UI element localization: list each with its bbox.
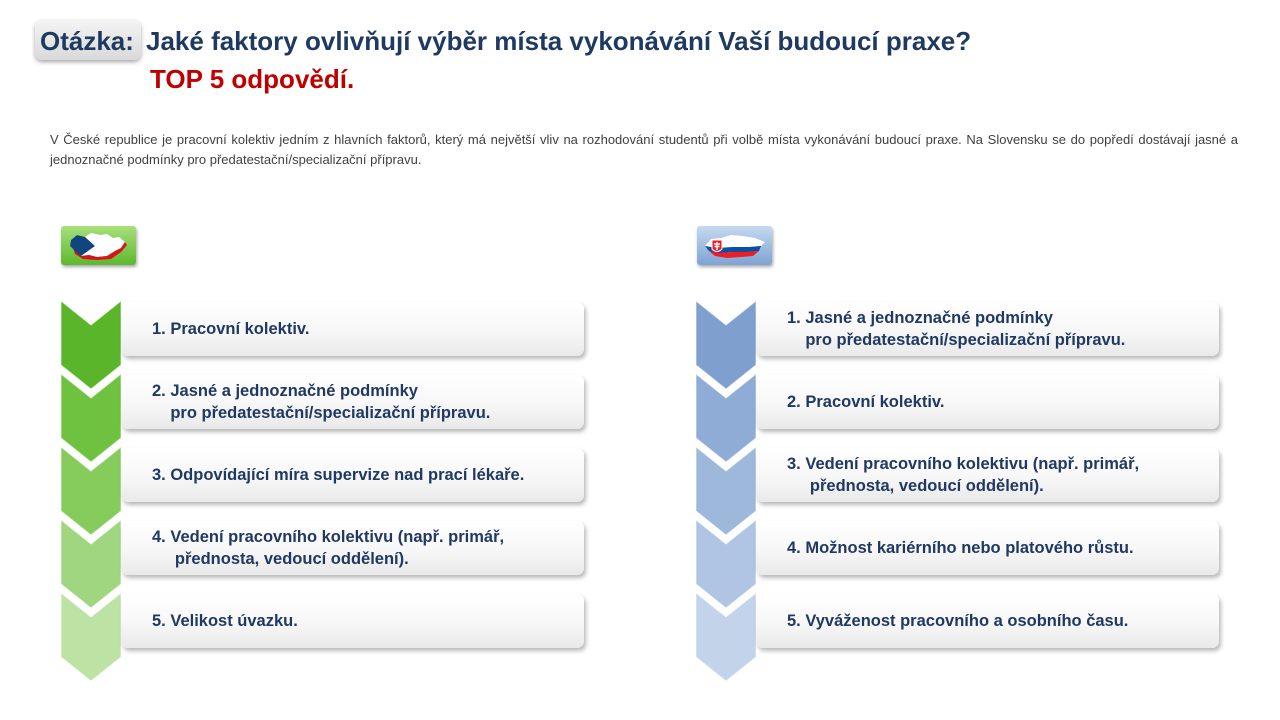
slovak-list-item-4 bbox=[756, 521, 1219, 575]
czech-map-icon bbox=[61, 226, 136, 265]
czech-list-item-2 bbox=[121, 375, 584, 429]
slovak-list-item-1 bbox=[756, 302, 1219, 356]
question-text: Jaké faktory ovlivňují výběr místa vykonávání Vaší budoucí praxe? bbox=[146, 26, 972, 56]
slovak-list-item-2 bbox=[756, 375, 1219, 429]
czech-item-text: 2. Jasné a jednoznačné podmínky pro předatestační/specializační přípravu. bbox=[152, 382, 491, 422]
slovak-map-icon bbox=[697, 226, 772, 265]
czech-item-text: 1. Pracovní kolektiv. bbox=[152, 320, 310, 338]
question-label: Otázka: bbox=[40, 26, 134, 56]
czech-list-item-5 bbox=[121, 594, 584, 648]
intro-paragraph: V České republice je pracovní kolektiv jedním z hlavních faktorů, který má největší vliv na rozhodování studentů při volbě místa vykonávání budoucí praxe. Na Slovensku se do popředí dostávají jasné a jednoznačné podmínky pro předatestační/specializační přípravu. bbox=[50, 132, 1238, 167]
czech-list-item-1 bbox=[121, 302, 584, 356]
slovak-item-text: 1. Jasné a jednoznačné podmínky pro předatestační/specializační přípravu. bbox=[787, 309, 1126, 349]
czech-chevron-5 bbox=[61, 593, 121, 681]
czech-item-text: 4. Vedení pracovního kolektivu (např. primář, přednosta, vedoucí oddělení). bbox=[152, 528, 505, 568]
czech-list-item-3 bbox=[121, 448, 584, 502]
slovak-item-text: 2. Pracovní kolektiv. bbox=[787, 393, 945, 411]
slovak-item-text: 5. Vyváženost pracovního a osobního času. bbox=[787, 612, 1129, 630]
subtitle: TOP 5 odpovědí. bbox=[150, 64, 355, 94]
czech-list-item-4 bbox=[121, 521, 584, 575]
czech-item-text: 3. Odpovídající míra supervize nad prací lékaře. bbox=[152, 466, 525, 484]
slovak-item-text: 4. Možnost kariérního nebo platového růstu. bbox=[787, 539, 1134, 557]
slovak-list-item-5 bbox=[756, 594, 1219, 648]
slovak-list-item-3 bbox=[756, 448, 1219, 502]
slovak-item-text: 3. Vedení pracovního kolektivu (např. primář, přednosta, vedoucí oddělení). bbox=[787, 455, 1140, 495]
slovak-chevron-5 bbox=[696, 593, 756, 681]
czech-item-text: 5. Velikost úvazku. bbox=[152, 612, 298, 630]
